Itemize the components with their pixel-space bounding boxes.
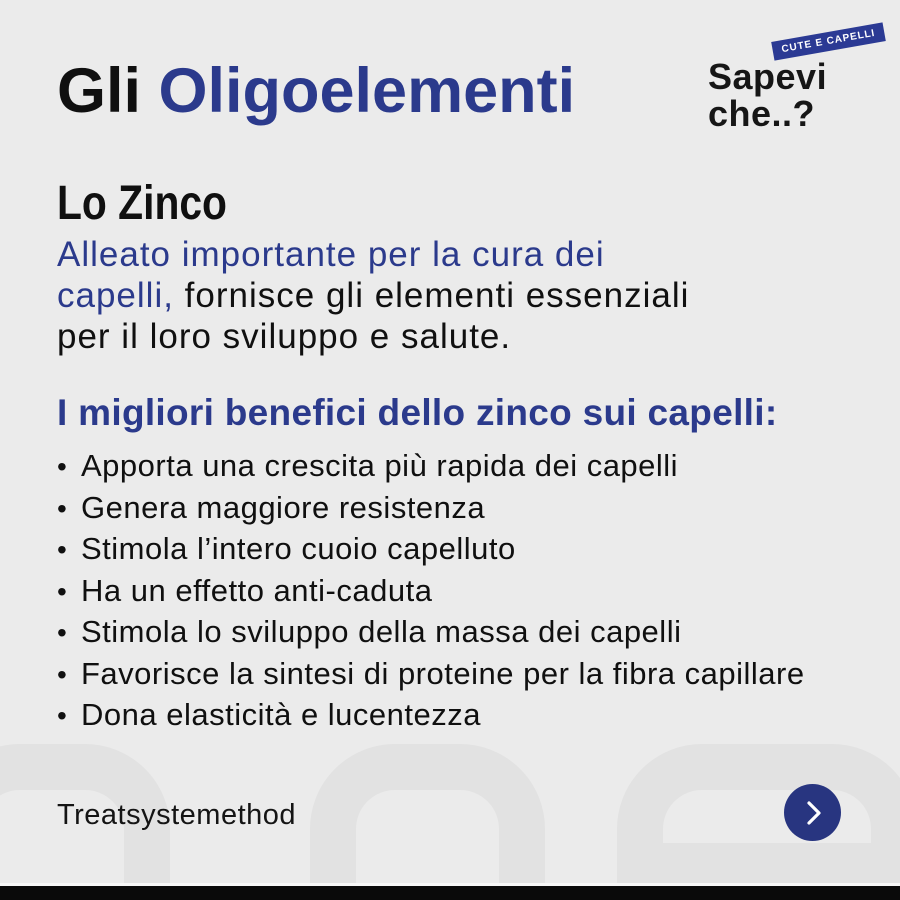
benefit-text: Ha un effetto anti-caduta bbox=[81, 572, 433, 608]
next-button[interactable] bbox=[784, 784, 841, 841]
bullet-icon bbox=[57, 695, 81, 737]
watermark-letter-crossbar bbox=[660, 843, 874, 883]
section-heading: Lo Zinco bbox=[57, 177, 227, 230]
benefit-text: Apporta una crescita più rapida dei capelli bbox=[81, 448, 679, 483]
list-item bbox=[57, 488, 805, 530]
chevron-right-icon bbox=[803, 800, 825, 826]
logo-text-line1: Sapevi bbox=[708, 56, 828, 97]
bullet-icon bbox=[57, 612, 81, 654]
intro-line3-black: per il loro sviluppo e salute. bbox=[57, 317, 512, 356]
intro-line bbox=[57, 275, 689, 316]
bottom-bar bbox=[0, 886, 900, 900]
benefit-text: Stimola lo sviluppo della massa dei capelli bbox=[81, 614, 682, 649]
list-item bbox=[57, 529, 805, 571]
title-highlight: Oligoelementi bbox=[158, 56, 576, 126]
benefits-heading: I migliori benefici dello zinco sui capelli: bbox=[57, 392, 778, 433]
logo-text-line2: che..? bbox=[708, 93, 816, 134]
page-title bbox=[57, 55, 575, 127]
bullet-icon bbox=[57, 529, 81, 571]
bullet-icon bbox=[57, 488, 81, 530]
watermark-letter-icon bbox=[310, 744, 545, 883]
intro-line2-black: fornisce gli elementi essenziali bbox=[173, 276, 690, 315]
list-item bbox=[57, 446, 805, 488]
intro-paragraph bbox=[57, 234, 689, 357]
benefit-text: Genera maggiore resistenza bbox=[81, 489, 486, 525]
benefit-text: Stimola l’intero cuoio capelluto bbox=[81, 531, 516, 566]
bullet-icon bbox=[57, 571, 81, 613]
intro-line2-blue: capelli, bbox=[57, 276, 174, 315]
brand-logo bbox=[708, 28, 883, 143]
benefits-list bbox=[57, 446, 805, 737]
benefit-text: Dona elasticità e lucentezza bbox=[81, 697, 482, 732]
title-prefix: Gli bbox=[57, 56, 142, 126]
list-item bbox=[57, 654, 805, 696]
logo-badge: CUTE E CAPELLI bbox=[771, 22, 885, 60]
list-item bbox=[57, 612, 805, 654]
bullet-icon bbox=[57, 654, 81, 696]
list-item bbox=[57, 695, 805, 737]
intro-line1-blue: Alleato importante per la cura dei bbox=[57, 235, 605, 274]
intro-line bbox=[57, 316, 689, 357]
list-item bbox=[57, 571, 805, 613]
intro-line bbox=[57, 234, 689, 275]
brand-name: Treatsystemethod bbox=[57, 799, 297, 831]
benefit-text: Favorisce la sintesi di proteine per la fibra capillare bbox=[81, 655, 805, 691]
bullet-icon bbox=[57, 446, 81, 488]
